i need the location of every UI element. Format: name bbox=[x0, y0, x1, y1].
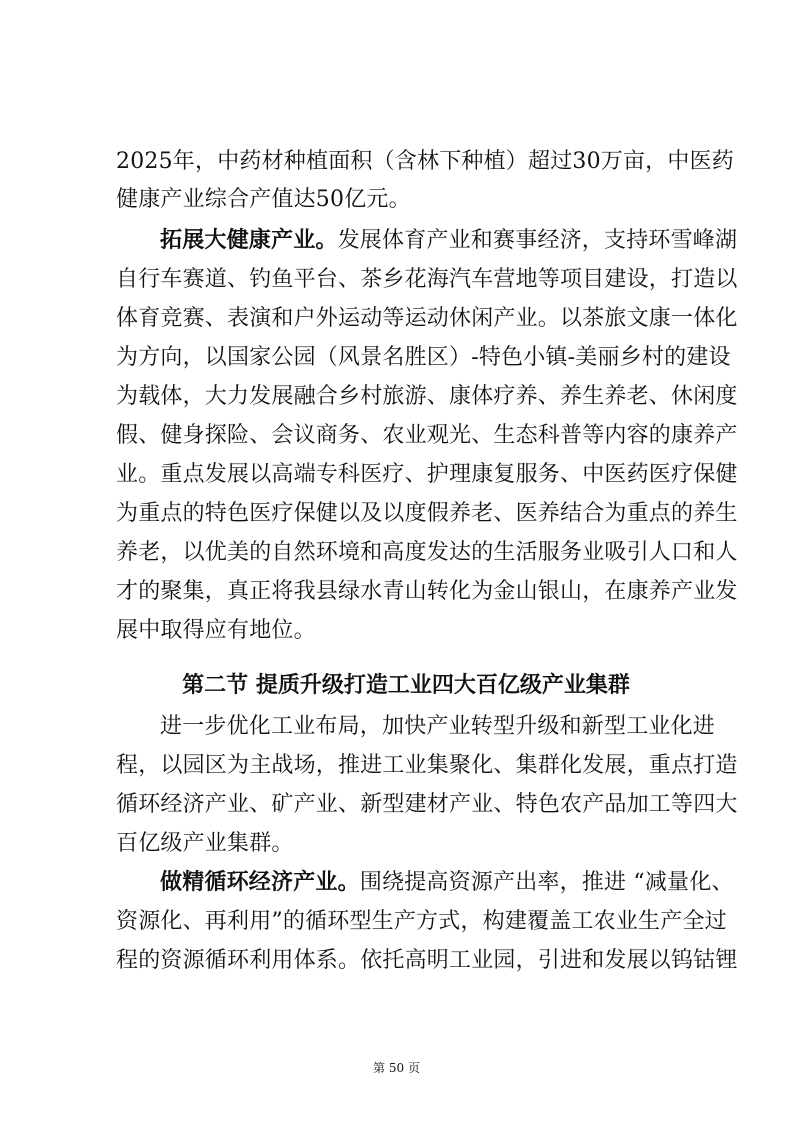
paragraph-2-line-10: 才的聚集，真正将我县绿水青山转化为金山银山，在康养产业发 bbox=[116, 579, 738, 604]
paragraph-4-lead: 做精循环经济产业。 bbox=[160, 870, 360, 895]
paragraph-3-line-2: 程，以园区为主战场，推进工业集聚化、集群化发展，重点打造 bbox=[116, 753, 738, 778]
paragraph-2-line-5: 为载体，大力发展融合乡村旅游、康体疗养、养生养老、休闲度 bbox=[116, 384, 738, 409]
paragraph-4-line-2: 资源化、再利用”的循环型生产方式，构建覆盖工农业生产全过 bbox=[116, 909, 727, 934]
paragraph-2-line-8: 为重点的特色医疗保健以及以度假养老、医养结合为重点的养生 bbox=[116, 501, 738, 526]
paragraph-3-line-4: 百亿级产业集群。 bbox=[116, 831, 294, 856]
paragraph-2-line-11: 展中取得应有地位。 bbox=[116, 618, 316, 643]
paragraph-4-line-1 bbox=[160, 867, 734, 899]
paragraph-2-line-6: 假、健身探险、会议商务、农业观光、生态科普等内容的康养产 bbox=[116, 423, 738, 448]
paragraph-2-first-line-rest: 发展体育产业和赛事经济，支持环雪峰湖 bbox=[337, 228, 738, 253]
paragraph-3-line-3: 循环经济产业、矿产业、新型建材产业、特色农产品加工等四大 bbox=[116, 792, 738, 817]
paragraph-3-line-1: 进一步优化工业布局，加快产业转型升级和新型工业化进 bbox=[160, 714, 716, 739]
paragraph-1-line-2: 健康产业综合产值达50亿元。 bbox=[116, 187, 411, 212]
paragraph-4-line-3: 程的资源循环利用体系。依托高明工业园，引进和发展以钨钴锂 bbox=[116, 948, 738, 973]
paragraph-2-line-7: 业。重点发展以高端专科医疗、护理康复服务、中医药医疗保健 bbox=[116, 462, 738, 487]
paragraph-1-line-1: 2025年，中药材种植面积（含林下种植）超过30万亩，中医药 bbox=[116, 149, 734, 174]
section-heading: 第二节 提质升级打造工业四大百亿级产业集群 bbox=[182, 673, 630, 698]
paragraph-2-lead: 拓展大健康产业。 bbox=[160, 228, 338, 253]
paragraph-2-line-2: 自行车赛道、钓鱼平台、茶乡花海汽车营地等项目建设，打造以 bbox=[116, 267, 738, 292]
paragraph-2-line-4: 为方向，以国家公园（风景名胜区）-特色小镇-美丽乡村的建设 bbox=[116, 345, 731, 370]
paragraph-2-line-1 bbox=[160, 225, 738, 257]
paragraph-2-line-3: 体育竞赛、表演和户外运动等运动休闲产业。以茶旅文康一体化 bbox=[116, 306, 738, 331]
paragraph-4-first-line-rest: 围绕提高资源产出率，推进 “减量化、 bbox=[359, 870, 734, 895]
page-number: 第 50 页 bbox=[373, 1061, 420, 1075]
paragraph-2-line-9: 养老，以优美的自然环境和高度发达的生活服务业吸引人口和人 bbox=[116, 540, 738, 565]
